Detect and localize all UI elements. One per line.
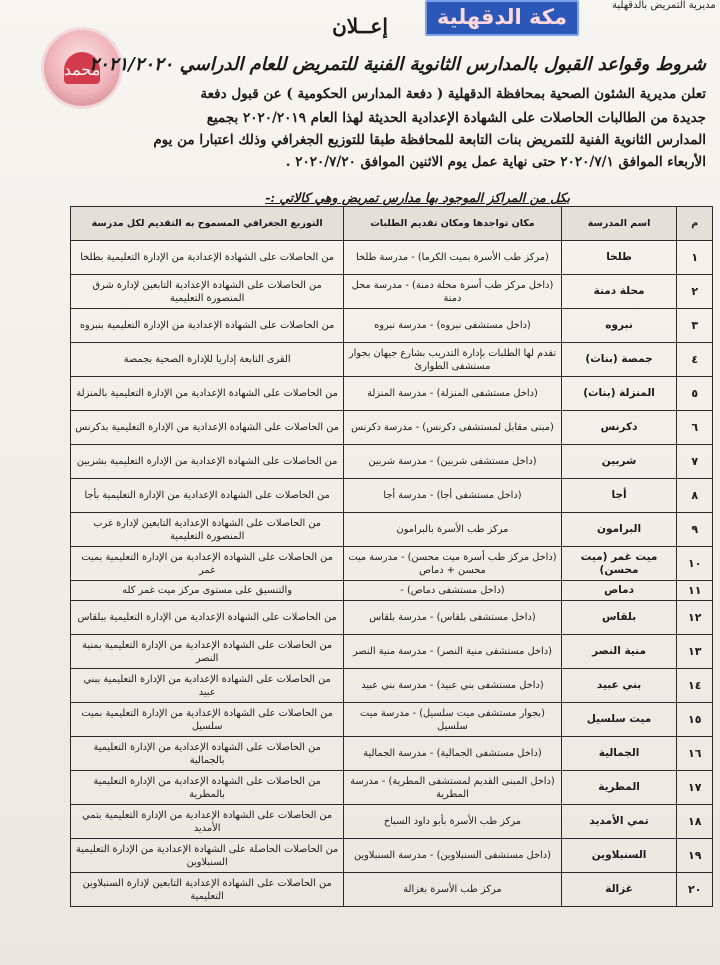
school-name: غزالة xyxy=(561,873,677,907)
table-row xyxy=(71,513,713,547)
row-number: ١٤ xyxy=(677,669,713,703)
school-location: (مبنى مقابل لمستشفى دكرنس) - مدرسة دكرنس xyxy=(344,411,561,445)
school-name: المنزلة (بنات) xyxy=(561,377,677,411)
row-number: ١١ xyxy=(677,581,713,601)
geographic-distribution: من الحاصلات على الشهادة الإعدادية من الإدارة التعليمية بشربين xyxy=(71,445,344,479)
row-number: ٣ xyxy=(677,309,713,343)
table-row xyxy=(71,309,713,343)
school-name: نبروه xyxy=(561,309,677,343)
geographic-distribution: من الحاصلات على الشهادة الإعدادية من الإدارة التعليمية بالمنزلة xyxy=(71,377,344,411)
school-name: شربين xyxy=(561,445,677,479)
table-row xyxy=(71,411,713,445)
row-number: ١٩ xyxy=(677,839,713,873)
school-location: (داخل مستشفى المنزلة) - مدرسة المنزلة xyxy=(344,377,561,411)
school-name: دكرنس xyxy=(561,411,677,445)
school-location: مركز طب الأسرة بالبرامون xyxy=(344,513,561,547)
table-row xyxy=(71,275,713,309)
table-row xyxy=(71,479,713,513)
table-row xyxy=(71,445,713,479)
table-row xyxy=(71,635,713,669)
geographic-distribution: من الحاصلات على الشهادة الإعدادية التابعين لإدارة شرق المنصورة التعليمية xyxy=(71,275,344,309)
document-title: شروط وقواعد القبول بالمدارس الثانوية الفنية للتمريض للعام الدراسي ٢٠٢١/٢٠٢٠ xyxy=(89,54,706,75)
school-location: (بجوار مستشفى ميت سلسيل) - مدرسة ميت سلسيل xyxy=(344,703,561,737)
school-name: المطرية xyxy=(561,771,677,805)
table-row xyxy=(71,771,713,805)
school-location: (داخل مستشفى نبروه) - مدرسة نبروه xyxy=(344,309,561,343)
table-row xyxy=(71,343,713,377)
intro-line-1: تعلن مديرية الشئون الصحية بمحافظة الدقهلية ( دفعة المدارس الحكومية ) عن قبول دفعة xyxy=(200,86,706,102)
school-location: (داخل مستشفى الجمالية) - مدرسة الجمالية xyxy=(344,737,561,771)
school-name: منية النصر xyxy=(561,635,677,669)
school-location: (داخل مستشفى شربين) - مدرسة شربين xyxy=(344,445,561,479)
table-row xyxy=(71,839,713,873)
geographic-distribution: من الحاصلات على الشهادة الإعدادية من الإدارة التعليمية بميت غمر xyxy=(71,547,344,581)
school-name: محلة دمنة xyxy=(561,275,677,309)
school-location: (داخل المبنى القديم لمستشفى المطرية) - مدرسة المطرية xyxy=(344,771,561,805)
logo-text: محمد xyxy=(63,60,101,79)
row-number: ٩ xyxy=(677,513,713,547)
school-location: تقدم لها الطلبات بإدارة التدريب بشارع جيهان بجوار مستشفى الطوارئ xyxy=(344,343,561,377)
table-header-row xyxy=(71,207,713,241)
intro-line-4: الأربعاء الموافق ٢٠٢٠/٧/١ حتى نهاية عمل يوم الاثنين الموافق ٢٠٢٠/٧/٢٠ . xyxy=(285,154,706,170)
source-badge: مكة الدقهلية xyxy=(425,0,579,36)
table-row xyxy=(71,737,713,771)
school-name: الجمالية xyxy=(561,737,677,771)
row-number: ٦ xyxy=(677,411,713,445)
corner-header-text: مديرية التمريض بالدقهلية xyxy=(612,0,716,11)
geographic-distribution: والتنسيق على مستوى مركز ميت غمر كله xyxy=(71,581,344,601)
geographic-distribution: من الحاصلات على الشهادة الإعدادية من الإدارة التعليمية بميت سلسيل xyxy=(71,703,344,737)
row-number: ٥ xyxy=(677,377,713,411)
col-header-distribution: التوزيع الجغرافي المسموح به التقديم لكل مدرسة xyxy=(71,207,344,241)
geographic-distribution: من الحاصلات على الشهادة الإعدادية من الإدارة التعليمية بتمي الأمديد xyxy=(71,805,344,839)
row-number: ١٠ xyxy=(677,547,713,581)
geographic-distribution: من الحاصلات على الشهادة الإعدادية من الإدارة التعليمية بنبروه xyxy=(71,309,344,343)
table-row xyxy=(71,601,713,635)
geographic-distribution: من الحاصلات على الشهادة الإعدادية من الإدارة التعليمية ببني عبيد xyxy=(71,669,344,703)
col-header-place: مكان تواجدها ومكان تقديم الطلبات xyxy=(344,207,561,241)
table-row xyxy=(71,581,713,601)
school-location: (داخل مستشفى دماص) - xyxy=(344,581,561,601)
school-name: تمي الأمديد xyxy=(561,805,677,839)
school-location: (داخل مستشفى منية النصر) - مدرسة منية النصر xyxy=(344,635,561,669)
table-row xyxy=(71,547,713,581)
school-name: طلخا xyxy=(561,241,677,275)
table-row xyxy=(71,241,713,275)
schools-table xyxy=(70,206,713,907)
row-number: ٧ xyxy=(677,445,713,479)
row-number: ١٥ xyxy=(677,703,713,737)
table-row xyxy=(71,873,713,907)
col-header-number: م xyxy=(677,207,713,241)
geographic-distribution: من الحاصلات على الشهادة الإعدادية من الإدارة التعليمية ببلقاس xyxy=(71,601,344,635)
school-name: بلقاس xyxy=(561,601,677,635)
geographic-distribution: من الحاصلات على الشهادة الإعدادية من الإدارة التعليمية بطلخا xyxy=(71,241,344,275)
row-number: ٢ xyxy=(677,275,713,309)
col-header-school: اسم المدرسة xyxy=(561,207,677,241)
school-location: (داخل مستشفى بلقاس) - مدرسة بلقاس xyxy=(344,601,561,635)
school-name: أجا xyxy=(561,479,677,513)
geographic-distribution: من الحاصلات على الشهادة الإعدادية من الإدارة التعليمية بالمطرية xyxy=(71,771,344,805)
row-number: ٤ xyxy=(677,343,713,377)
row-number: ١٢ xyxy=(677,601,713,635)
school-name: ميت غمر (ميت محسن) xyxy=(561,547,677,581)
school-location: مركز طب الأسرة بأبو داود السباخ xyxy=(344,805,561,839)
row-number: ١٨ xyxy=(677,805,713,839)
intro-line-2: جديدة من الطالبات الحاصلات على الشهادة الإعدادية الحديثة لهذا العام ٢٠٢٠/٢٠١٩ بجميع xyxy=(206,110,706,126)
table-row xyxy=(71,703,713,737)
school-location: مركز طب الأسرة بغزالة xyxy=(344,873,561,907)
school-name: ميت سلسيل xyxy=(561,703,677,737)
row-number: ١٣ xyxy=(677,635,713,669)
geographic-distribution: من الحاصلات الحاصلة على الشهادة الإعدادية من الإدارة التعليمية السنبلاوين xyxy=(71,839,344,873)
school-location: (مركز طب الأسرة بميت الكرما) - مدرسة طلخا xyxy=(344,241,561,275)
school-name: دماص xyxy=(561,581,677,601)
intro-line-5: بكل من المراكز الموجود بها مدارس تمريض وهي كالاتي :- xyxy=(265,190,570,205)
school-location: (داخل مستشفى بني عبيد) - مدرسة بني عبيد xyxy=(344,669,561,703)
school-location: (داخل مستشفى السنبلاوين) - مدرسة السنبلاوين xyxy=(344,839,561,873)
geographic-distribution: القرى التابعة إداريا للإدارة الصحية بجمصة xyxy=(71,343,344,377)
school-name: السنبلاوين xyxy=(561,839,677,873)
table-row xyxy=(71,377,713,411)
row-number: ١ xyxy=(677,241,713,275)
geographic-distribution: من الحاصلات على الشهادة الإعدادية التابعين لإدارة السنبلاوين التعليمية xyxy=(71,873,344,907)
school-name: جمصة (بنات) xyxy=(561,343,677,377)
row-number: ١٧ xyxy=(677,771,713,805)
row-number: ١٦ xyxy=(677,737,713,771)
school-location: (داخل مستشفى أجا) - مدرسة أجا xyxy=(344,479,561,513)
intro-line-3: المدارس الثانوية الفنية للتمريض بنات التابعة للمحافظة طبقا للتوزيع الجغرافي وذلك اعتبارا من يوم xyxy=(153,132,706,148)
table-row xyxy=(71,805,713,839)
geographic-distribution: من الحاصلات على الشهادة الإعدادية التابعين لإدارة غرب المنصورة التعليمية xyxy=(71,513,344,547)
geographic-distribution: من الحاصلات على الشهادة الإعدادية من الإدارة التعليمية بالجمالية xyxy=(71,737,344,771)
geographic-distribution: من الحاصلات على الشهادة الإعدادية من الإدارة التعليمية بمنية النصر xyxy=(71,635,344,669)
geographic-distribution: من الحاصلات على الشهادة الإعدادية من الإدارة التعليمية بأجا xyxy=(71,479,344,513)
announcement-heading: إعــلان xyxy=(332,14,388,38)
row-number: ٢٠ xyxy=(677,873,713,907)
school-name: بني عبيد xyxy=(561,669,677,703)
table-row xyxy=(71,669,713,703)
geographic-distribution: من الحاصلات على الشهادة الإعدادية من الإدارة التعليمية بدكرنس xyxy=(71,411,344,445)
row-number: ٨ xyxy=(677,479,713,513)
school-location: (داخل مركز طب أسرة ميت محسن) - مدرسة ميت محسن + دماص xyxy=(344,547,561,581)
school-name: البرامون xyxy=(561,513,677,547)
school-location: (داخل مركز طب أسرة محلة دمنة) - مدرسة محل دمنة xyxy=(344,275,561,309)
